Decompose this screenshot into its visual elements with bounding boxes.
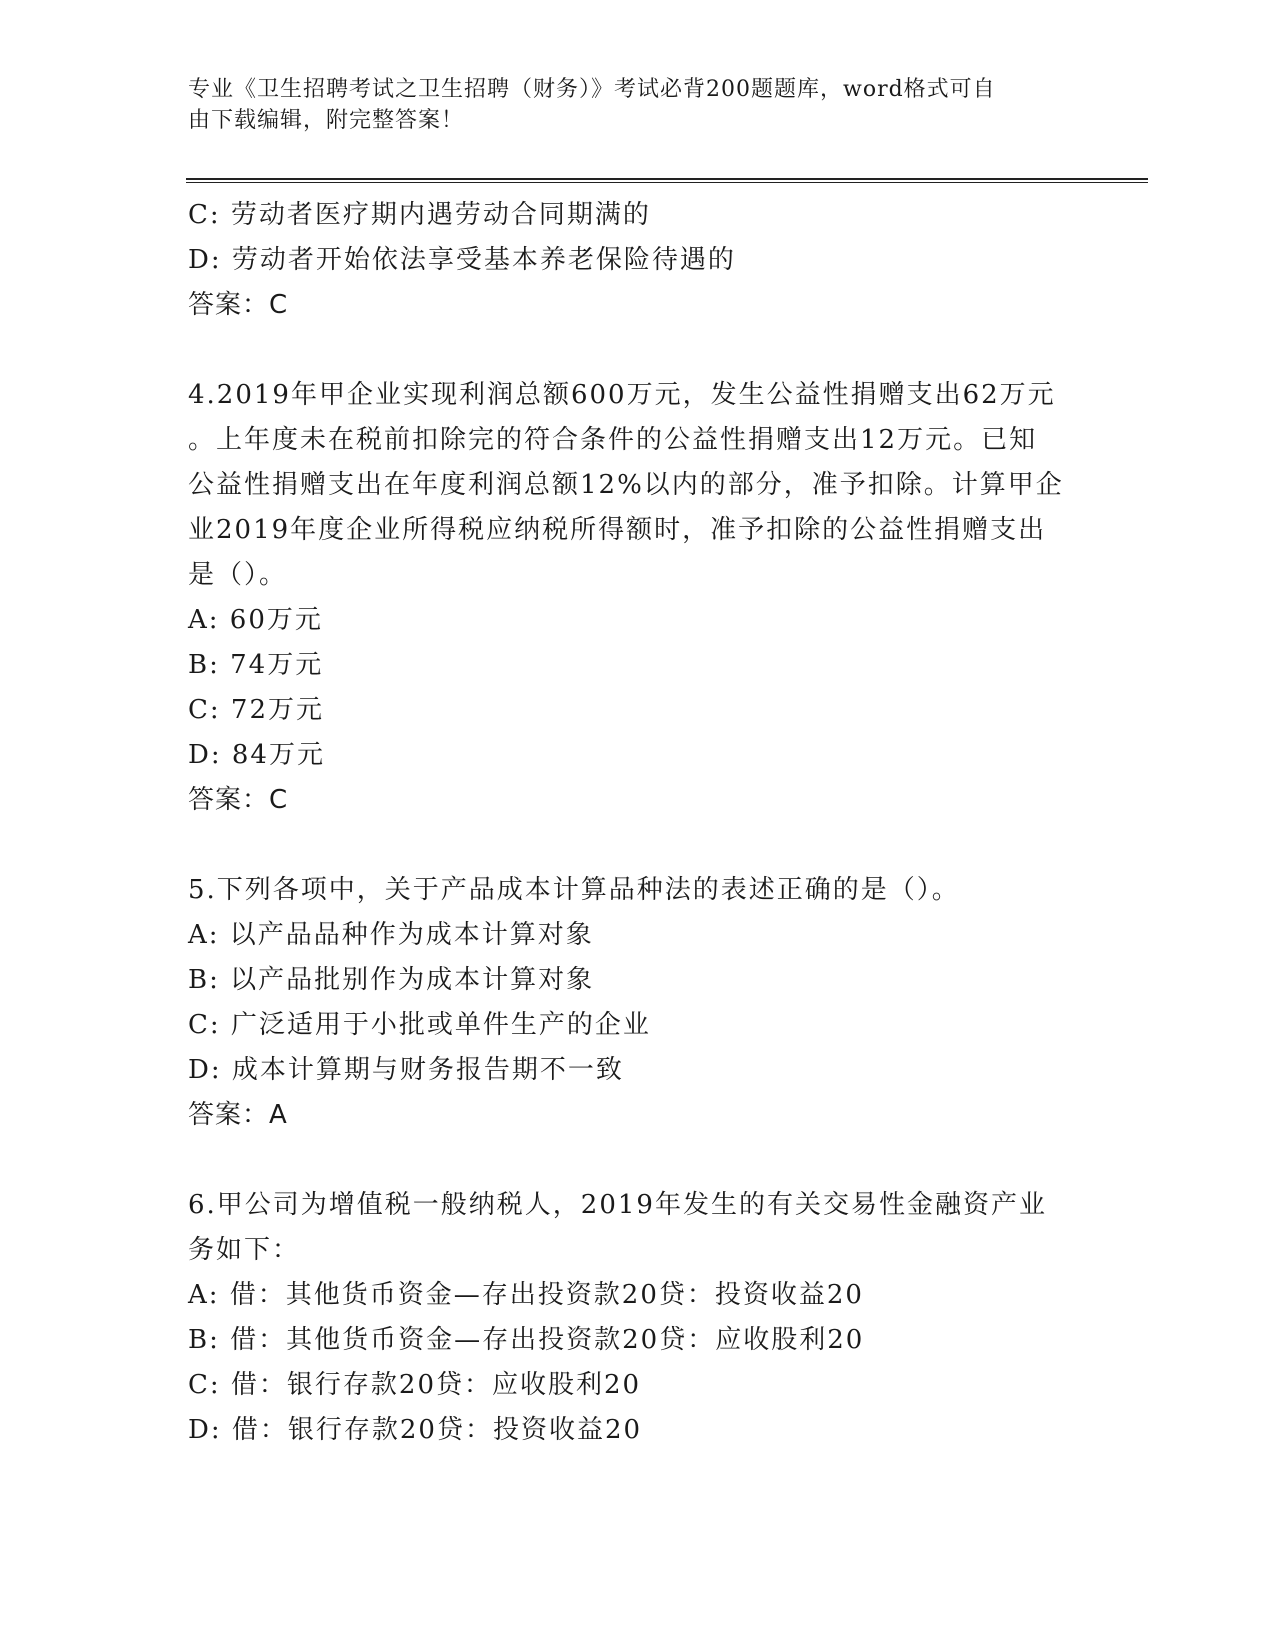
q4-stem-line: 是（）。 [188, 560, 288, 590]
header-line-1: 专业《卫生招聘考试之卫生招聘（财务）》考试必背200题题库，word格式可自 [188, 77, 996, 102]
q3-option-c: C: 劳动者医疗期内遇劳动合同期满的 [188, 200, 651, 230]
question-5 [188, 868, 1088, 1138]
q6-option-b: B: 借：其他货币资金—存出投资款20贷：应收股利20 [188, 1325, 865, 1355]
spacer [188, 1138, 1088, 1183]
q3-answer: 答案：C [188, 290, 289, 320]
q6-stem-line: 务如下： [188, 1235, 301, 1265]
q5-option-b: B: 以产品批别作为成本计算对象 [188, 965, 595, 995]
q4-option-c: C: 72万元 [188, 695, 325, 725]
q6-stem [188, 1183, 1088, 1273]
q5-option-a: A: 以产品品种作为成本计算对象 [188, 920, 594, 950]
header-line-2: 由下载编辑，附完整答案！ [188, 108, 465, 133]
question-4 [188, 373, 1088, 823]
q5-answer: 答案：A [188, 1100, 288, 1130]
spacer [188, 328, 1088, 373]
question-6 [188, 1183, 1088, 1453]
q5-option-d: D: 成本计算期与财务报告期不一致 [188, 1055, 624, 1085]
q5-stem: 5.下列各项中，关于产品成本计算品种法的表述正确的是（）。 [188, 875, 960, 905]
q4-stem-line: 。上年度未在税前扣除完的符合条件的公益性捐赠支出12万元。已知 [188, 425, 1038, 455]
q6-stem-line: 6.甲公司为增值税一般纳税人，2019年发生的有关交易性金融资产业 [188, 1190, 1047, 1220]
question-3-tail [188, 193, 1088, 328]
document-header [188, 74, 1068, 136]
q4-stem-line: 业2019年度企业所得税应纳税所得额时，准予扣除的公益性捐赠支出 [188, 515, 1047, 545]
q4-stem-line: 公益性捐赠支出在年度利润总额12%以内的部分，准予扣除。计算甲企 [188, 470, 1064, 500]
q4-answer: 答案：C [188, 785, 289, 815]
q4-option-b: B: 74万元 [188, 650, 324, 680]
q4-stem-line: 4.2019年甲企业实现利润总额600万元，发生公益性捐赠支出62万元 [188, 380, 1056, 410]
q4-stem [188, 373, 1088, 598]
header-divider [186, 178, 1148, 180]
q4-option-a: A: 60万元 [188, 605, 323, 635]
q4-option-d: D: 84万元 [188, 740, 325, 770]
question-content [188, 193, 1088, 1453]
header-divider-thin [186, 182, 1148, 183]
q6-option-c: C: 借：银行存款20贷：应收股利20 [188, 1370, 642, 1400]
q6-option-d: D: 借：银行存款20贷：投资收益20 [188, 1415, 643, 1445]
q3-option-d: D: 劳动者开始依法享受基本养老保险待遇的 [188, 245, 736, 275]
spacer [188, 823, 1088, 868]
q6-option-a: A: 借：其他货币资金—存出投资款20贷：投资收益20 [188, 1280, 864, 1310]
q5-option-c: C: 广泛适用于小批或单件生产的企业 [188, 1010, 651, 1040]
